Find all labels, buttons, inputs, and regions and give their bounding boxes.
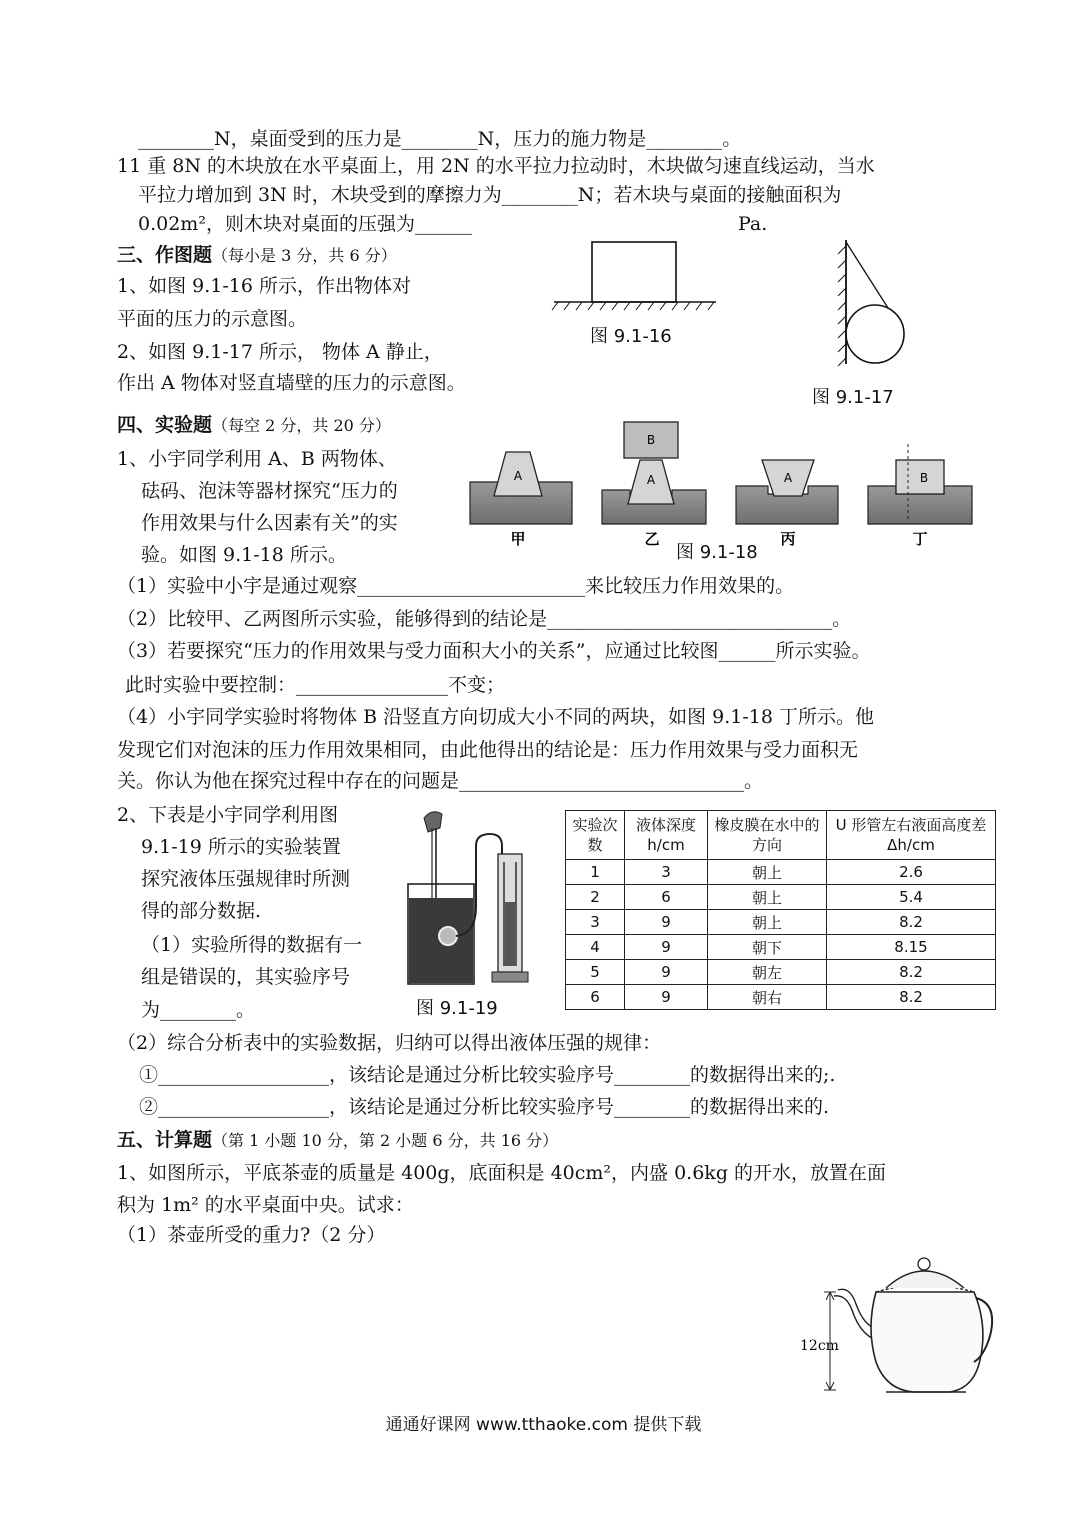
figure-9-1-18-caption: 图 9.1-18 [676, 542, 758, 563]
s3-q1-line2: 平面的压力的示意图。 [117, 308, 308, 330]
cell: 1 [566, 860, 625, 885]
s4-q1-part4-line1: （4）小宇同学实验时将物体 B 沿竖直方向切成大小不同的两块，如图 9.1-18 丁所示。他 [117, 706, 875, 728]
cell: 9 [625, 910, 708, 935]
fig18-label-yi: 乙 [644, 530, 660, 548]
cell: 朝上 [708, 860, 827, 885]
cell: 4 [566, 935, 625, 960]
cell: 3 [566, 910, 625, 935]
s5-q1-part1: （1）茶壶所受的重力?（2 分） [117, 1224, 386, 1246]
s4-q1-part4-line3: 关。你认为他在探究过程中存在的问题是______________________________。 [117, 770, 764, 792]
s4-q1-part2: （2）比较甲、乙两图所示实验，能够得到的结论是______________________________。 [117, 608, 852, 630]
cell: 8.2 [827, 960, 996, 985]
cell: 8.2 [827, 910, 996, 935]
s4-q2-rule1: ①__________________，该结论是通过分析比较实验序号________的数据得出来的;. [139, 1064, 836, 1086]
section-3-note: （每小是 3 分，共 6 分） [212, 246, 397, 265]
cell: 8.15 [827, 935, 996, 960]
s4-q1-line3: 作用效果与什么因素有关”的实 [141, 512, 398, 534]
teapot-height-label: 12cm [800, 1338, 839, 1354]
cell: 朝下 [708, 935, 827, 960]
section-4-heading [117, 412, 391, 439]
fig18-a-jia: A [513, 469, 523, 483]
fig18-label-jia: 甲 [510, 530, 526, 548]
cell: 3 [625, 860, 708, 885]
s4-q1-part3-line1: （3）若要探究“压力的作用效果与受力面积大小的关系”，应通过比较图______所示实验。 [117, 640, 871, 662]
table-row [566, 910, 996, 935]
cell: 朝上 [708, 910, 827, 935]
s4-q1-part1: （1）实验中小宇是通过观察________________________来比较压力作用效果的。 [117, 575, 795, 597]
s4-q2-part2-intro: （2）综合分析表中的实验数据，归纳可以得出液体压强的规律： [117, 1032, 662, 1054]
cell: 9 [625, 935, 708, 960]
question-11-line1: 11 重 8N 的木块放在水平桌面上，用 2N 的水平拉力拉动时，木块做匀速直线运动，当水 [117, 155, 875, 177]
s4-q2-line6: 组是错误的，其实验序号 [141, 966, 351, 988]
data-table [565, 810, 996, 1010]
header-depth: 液体深度 h/cm [625, 811, 708, 860]
s4-q1-part3-line2: 此时实验中要控制：________________不变； [125, 674, 506, 696]
cell: 朝上 [708, 885, 827, 910]
cell: 6 [625, 885, 708, 910]
s4-q2-line3: 探究液体压强规律时所测 [141, 868, 351, 890]
cell: 朝左 [708, 960, 827, 985]
section-4-note: （每空 2 分，共 20 分） [212, 416, 391, 435]
s4-q2-line1: 2、下表是小宇同学利用图 [117, 804, 339, 826]
figure-9-1-16 [548, 236, 728, 316]
fig18-b-ding: B [919, 471, 929, 485]
header-trial: 实验次数 [566, 811, 625, 860]
s4-q2-line4: 得的部分数据. [141, 900, 262, 922]
section-5-note: （第 1 小题 10 分，第 2 小题 6 分，共 16 分） [212, 1131, 559, 1150]
table-row [566, 860, 996, 885]
s5-q1-line1: 1、如图所示，平底茶壶的质量是 400g，底面积是 40cm²，内盛 0.6kg 的开水，放置在面 [117, 1162, 887, 1184]
section-3-title: 三、作图题 [117, 244, 213, 266]
fig18-a-yi: A [646, 473, 656, 487]
teapot-figure [790, 1248, 1000, 1398]
header-direction: 橡皮膜在水中的方向 [708, 811, 827, 860]
fig18-label-ding: 丁 [912, 530, 928, 548]
question-11-line2: 平拉力增加到 3N 时，木块受到的摩擦力为________N；若木块与桌面的接触面积为 [138, 184, 842, 206]
fig18-b-yi: B [646, 433, 656, 447]
question-11-unit: Pa. [738, 213, 768, 235]
figure-9-1-19-caption: 图 9.1-19 [416, 998, 498, 1019]
footer: 通通好课网 www.tthaoke.com 提供下载 [385, 1415, 702, 1435]
section-5-title: 五、计算题 [117, 1129, 213, 1151]
fig18-a-bing: A [783, 471, 793, 485]
cell: 朝右 [708, 985, 827, 1010]
table-row [566, 985, 996, 1010]
cell: 9 [625, 985, 708, 1010]
section-3-heading [117, 242, 397, 269]
figure-9-1-18 [462, 420, 982, 548]
fig18-label-bing: 丙 [780, 530, 796, 548]
s4-q1-line4: 验。如图 9.1-18 所示。 [141, 544, 347, 566]
s4-q1-line2: 砝码、泡沫等器材探究“压力的 [141, 480, 398, 502]
s4-q2-line5: （1）实验所得的数据有一 [141, 934, 363, 956]
table-header-row [566, 811, 996, 860]
header-height-diff: U 形管左右液面高度差Δh/cm [827, 811, 996, 860]
cell: 8.2 [827, 985, 996, 1010]
fill-line-10: ________N，桌面受到的压力是________N，压力的施力物是________。 [138, 128, 742, 150]
figure-9-1-16-caption: 图 9.1-16 [590, 326, 672, 347]
section-5-heading [117, 1127, 558, 1154]
table-row [566, 960, 996, 985]
figure-9-1-19 [402, 806, 552, 992]
s4-q1-line1: 1、小宇同学利用 A、B 两物体、 [117, 448, 397, 470]
table-row [566, 885, 996, 910]
cell: 6 [566, 985, 625, 1010]
s4-q2-line7: 为________。 [141, 999, 256, 1021]
s4-q1-part4-line2: 发现它们对泡沫的压力作用效果相同，由此他得出的结论是：压力作用效果与受力面积无 [117, 739, 859, 761]
figure-9-1-17-caption: 图 9.1-17 [812, 387, 894, 408]
s3-q1-line1: 1、如图 9.1-16 所示，作出物体对 [117, 275, 411, 297]
table-row [566, 935, 996, 960]
question-11-line3: 0.02m²，则木块对桌面的压强为______ [138, 213, 472, 235]
cell: 5 [566, 960, 625, 985]
s4-q2-line2: 9.1-19 所示的实验装置 [141, 836, 341, 858]
s3-q2-line2: 作出 A 物体对竖直墙壁的压力的示意图。 [117, 372, 466, 394]
cell: 9 [625, 960, 708, 985]
section-4-title: 四、实验题 [117, 414, 213, 436]
figure-9-1-17 [830, 236, 920, 370]
s3-q2-line1: 2、如图 9.1-17 所示， 物体 A 静止， [117, 341, 443, 363]
cell: 2 [566, 885, 625, 910]
cell: 2.6 [827, 860, 996, 885]
cell: 5.4 [827, 885, 996, 910]
s4-q2-rule2: ②__________________，该结论是通过分析比较实验序号________的数据得出来的. [139, 1096, 830, 1118]
s5-q1-line2: 积为 1m² 的水平桌面中央。试求： [117, 1194, 414, 1216]
